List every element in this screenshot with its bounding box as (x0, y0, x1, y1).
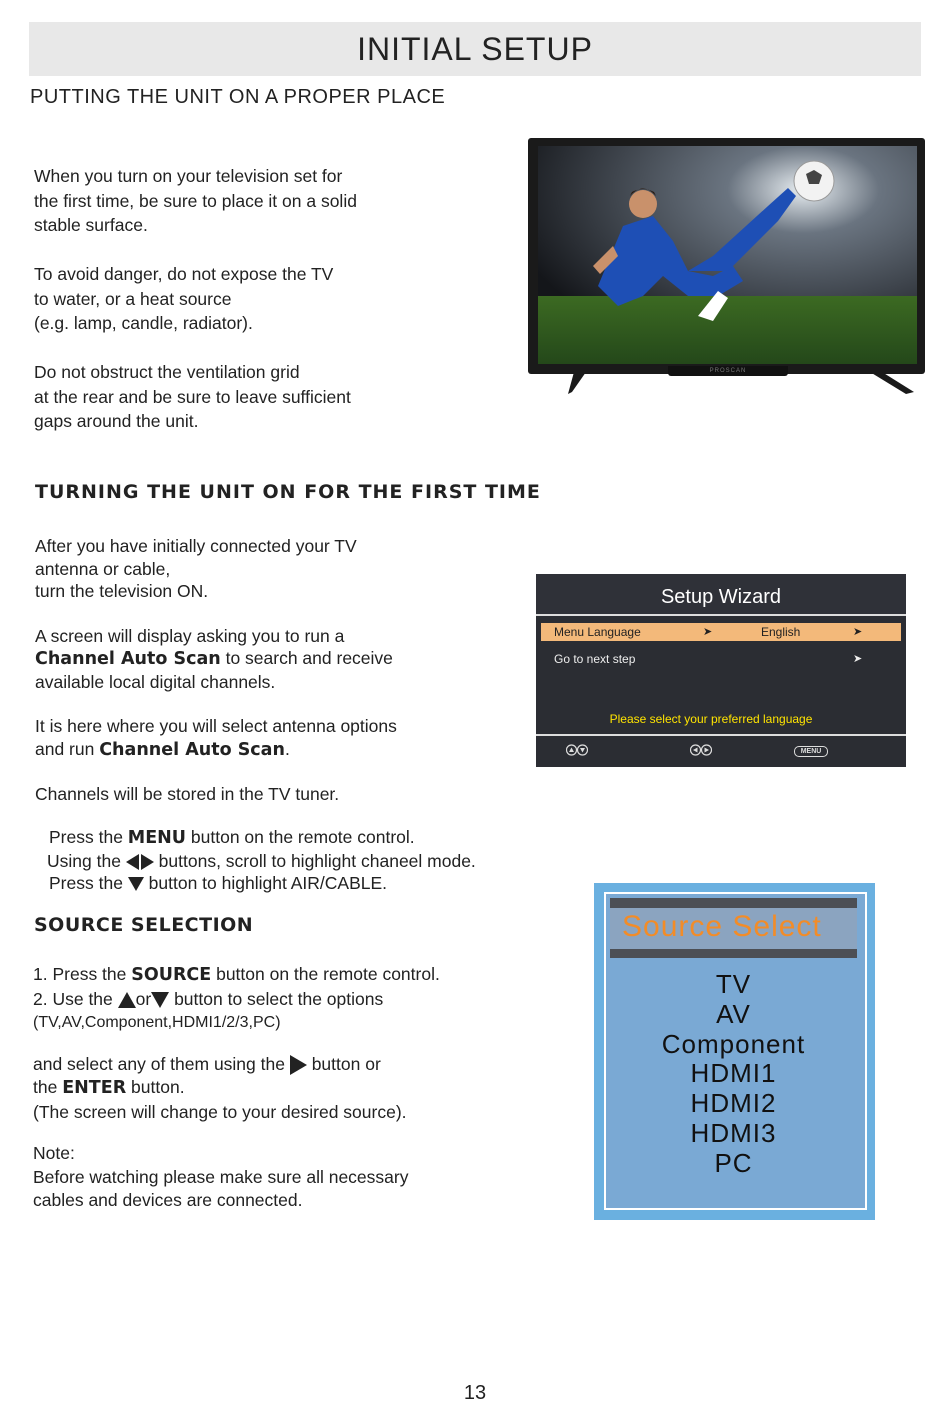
left-right-nav-icon (690, 744, 712, 756)
text-line: A screen will display asking you to run a (35, 625, 345, 646)
text-line (33, 988, 503, 1012)
text-fragment: Press the (49, 873, 128, 893)
text-line: When you turn on your television set for (34, 166, 343, 186)
text-line (33, 1053, 503, 1077)
wizard-hint: Please select your preferred language (609, 712, 813, 726)
source-option-hdmi1: HDMI1 (690, 1058, 777, 1089)
bold-term: SOURCE (131, 965, 212, 985)
text-line: To avoid danger, do not expose the TV (34, 264, 334, 284)
left-arrow-icon: ➤ (703, 626, 713, 638)
step-line (47, 850, 548, 873)
title-bar (29, 22, 921, 76)
text-line: Before watching please make sure all necessary (33, 1166, 409, 1187)
bold-term: ENTER (62, 1078, 127, 1098)
text-fragment: button to select the options (169, 988, 384, 1009)
setup-wizard-screen (536, 574, 906, 765)
text-line: antenna or cable, (35, 558, 171, 579)
note-label: Note: (33, 1143, 75, 1163)
source-text (33, 963, 503, 1213)
text-fragment: button. (126, 1077, 185, 1097)
text-fragment: 2. Use the (33, 988, 118, 1009)
wizard-footer (536, 734, 906, 767)
up-arrow-icon (118, 992, 136, 1008)
text-fragment: Using the (47, 850, 126, 871)
source-select-title: Source Select (622, 910, 822, 943)
tv-stand-right (866, 372, 914, 396)
text-line: It is here where you will select antenna options (35, 716, 397, 736)
text-line: at the rear and be sure to leave sufficient (34, 386, 351, 407)
right-arrow-icon: ➤ (853, 626, 863, 638)
text-fragment: the (33, 1077, 63, 1097)
left-arrow-icon (126, 854, 139, 870)
first-time-heading: TURNING THE UNIT ON FOR THE FIRST TIME (35, 481, 541, 503)
text-fragment: to search and receive (220, 648, 393, 668)
first-time-text (35, 535, 515, 806)
source-heading: SOURCE SELECTION (34, 914, 254, 936)
text-fragment: button or (306, 1053, 381, 1074)
up-down-nav-icon (566, 744, 588, 756)
text-line (33, 1076, 503, 1101)
text-fragment: or (135, 988, 152, 1009)
source-option-component: Component (661, 1028, 806, 1059)
text-line: available local digital channels. (35, 671, 276, 692)
text-line: (e.g. lamp, candle, radiator). (34, 313, 253, 333)
page-title: INITIAL SETUP (357, 30, 593, 67)
text-line: Channels will be stored in the TV tuner. (35, 784, 340, 804)
text-fragment: button on the remote control. (186, 827, 415, 847)
text-fragment: button on the remote control. (211, 964, 440, 984)
placement-heading: PUTTING THE UNIT ON A PROPER PLACE (30, 86, 446, 108)
source-option-hdmi3: HDMI3 (690, 1117, 777, 1148)
text-line: After you have initially connected your TV (35, 536, 357, 556)
wizard-row-language (541, 623, 901, 641)
tv-stand-left (566, 372, 614, 396)
right-arrow-icon: ➤ (853, 653, 863, 665)
menu-button-icon: MENU (794, 746, 828, 757)
text-line: cables and devices are connected. (33, 1190, 303, 1210)
text-line: (The screen will change to your desired source). (33, 1101, 407, 1122)
source-option-av: AV (716, 998, 751, 1029)
text-fragment: . (284, 738, 290, 759)
row-value: English (761, 625, 801, 639)
source-option-tv: TV (715, 969, 752, 999)
text-fragment: and select any of them using the (33, 1053, 290, 1074)
text-fragment: buttons, scroll to highlight chaneel mode. (153, 850, 476, 871)
placement-text (34, 164, 494, 434)
step-line (48, 872, 548, 895)
text-line (33, 963, 503, 988)
text-line (35, 647, 515, 671)
wizard-title: Setup Wizard (536, 574, 906, 616)
step-line (48, 826, 548, 850)
right-arrow-icon (290, 1055, 307, 1075)
bold-term: Channel Auto Scan (99, 739, 285, 760)
text-line: the first time, be sure to place it on a solid (34, 190, 357, 211)
text-line (35, 738, 515, 762)
text-fragment: Press the (49, 827, 128, 847)
text-line: turn the television ON. (35, 581, 209, 601)
text-line: stable surface. (34, 215, 148, 235)
soccer-player-image (538, 146, 917, 364)
bold-term: MENU (127, 828, 187, 848)
down-arrow-icon (151, 992, 169, 1008)
source-list (610, 970, 857, 1179)
text-line: to water, or a heat source (34, 288, 232, 309)
row-label: Go to next step (554, 652, 636, 666)
tv-screen-image (538, 146, 917, 364)
wizard-row-next (541, 650, 901, 668)
tv-brand-label: PROSCAN (668, 366, 788, 376)
text-fragment: and run (35, 738, 100, 759)
menu-steps (48, 826, 548, 895)
right-arrow-icon (141, 854, 154, 870)
row-label: Menu Language (554, 625, 641, 639)
text-fragment: button to highlight AIR/CABLE. (143, 873, 388, 893)
text-line: Do not obstruct the ventilation grid (34, 362, 300, 382)
text-fragment: 1. Press the (33, 964, 132, 984)
source-option-hdmi2: HDMI2 (690, 1088, 777, 1119)
text-line: gaps around the unit. (34, 411, 199, 431)
page-number: 13 (463, 1382, 487, 1404)
text-line: (TV,AV,Component,HDMI1/2/3,PC) (33, 1014, 281, 1031)
source-option-pc: PC (714, 1147, 753, 1178)
bold-term: Channel Auto Scan (35, 649, 221, 669)
down-arrow-icon (128, 877, 144, 891)
